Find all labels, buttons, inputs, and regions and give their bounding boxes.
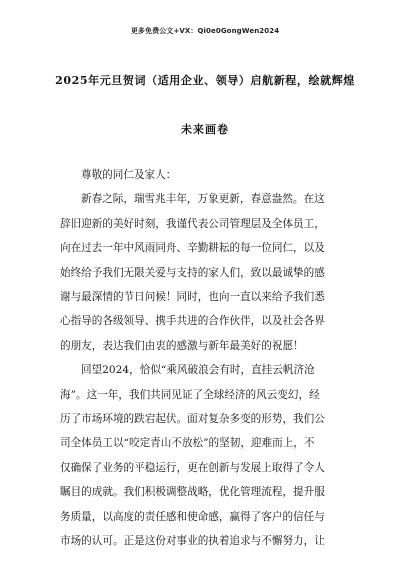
paragraph-line: 仅确保了业务的平稳运行，更在创新与发展上取得了令人: [60, 461, 325, 474]
paragraph-line: 的朋友，表达我们由衷的感激与新年最美好的祝愿！: [60, 339, 304, 352]
paragraph-line: 历了市场环境的跌宕起伏。面对复杂多变的形势，我们公: [60, 413, 325, 426]
document-title: 2025年元旦贺词（适用企业、领导）启航新程，绘就辉煌: [55, 74, 355, 87]
paragraph-line: 辞旧迎新的美好时刻，我谨代表公司管理层及全体员工，: [60, 217, 325, 230]
document-title-continued: 未来画卷: [181, 123, 229, 136]
paragraph-line: 司全体员工以“咬定青山不放松”的坚韧，迎难而上，不: [60, 437, 315, 450]
paragraph-line: 海”。这一年，我们共同见证了全球经济的风云变幻，经: [60, 388, 320, 401]
header-note: 更多免费公文+VX：Qi0e0GongWen2024: [130, 27, 280, 35]
paragraph-line: 新春之际，瑞雪兆丰年，万象更新，春意盎然。在这: [81, 193, 325, 206]
paragraph-line: 务质量，以高度的责任感和使命感，赢得了客户的信任与: [60, 510, 325, 523]
paragraph-line: 谢与最深情的节日问候！同时，也向一直以来给予我们悉: [60, 291, 325, 304]
document-body: [60, 163, 358, 554]
paragraph-line: 向在过去一年中风雨同舟、辛勤耕耘的每一位同仁，以及: [60, 242, 325, 255]
paragraph-line: 市场的认可。正是这份对事业的执着追求与不懈努力，让: [60, 535, 325, 548]
paragraph-line: 心指导的各级领导、携手共进的合作伙伴，以及社会各界: [60, 315, 325, 328]
paragraph-line: 瞩目的成就。我们积极调整战略，优化管理流程，提升服: [60, 486, 325, 499]
salutation: 尊敬的同仁及家人：: [81, 169, 177, 181]
paragraph-line: 回望2024，恰似“乘风破浪会有时，直挂云帆济沧: [81, 364, 315, 377]
paragraph-line: 始终给予我们无限关爱与支持的家人们，致以最诚挚的感: [60, 266, 325, 279]
